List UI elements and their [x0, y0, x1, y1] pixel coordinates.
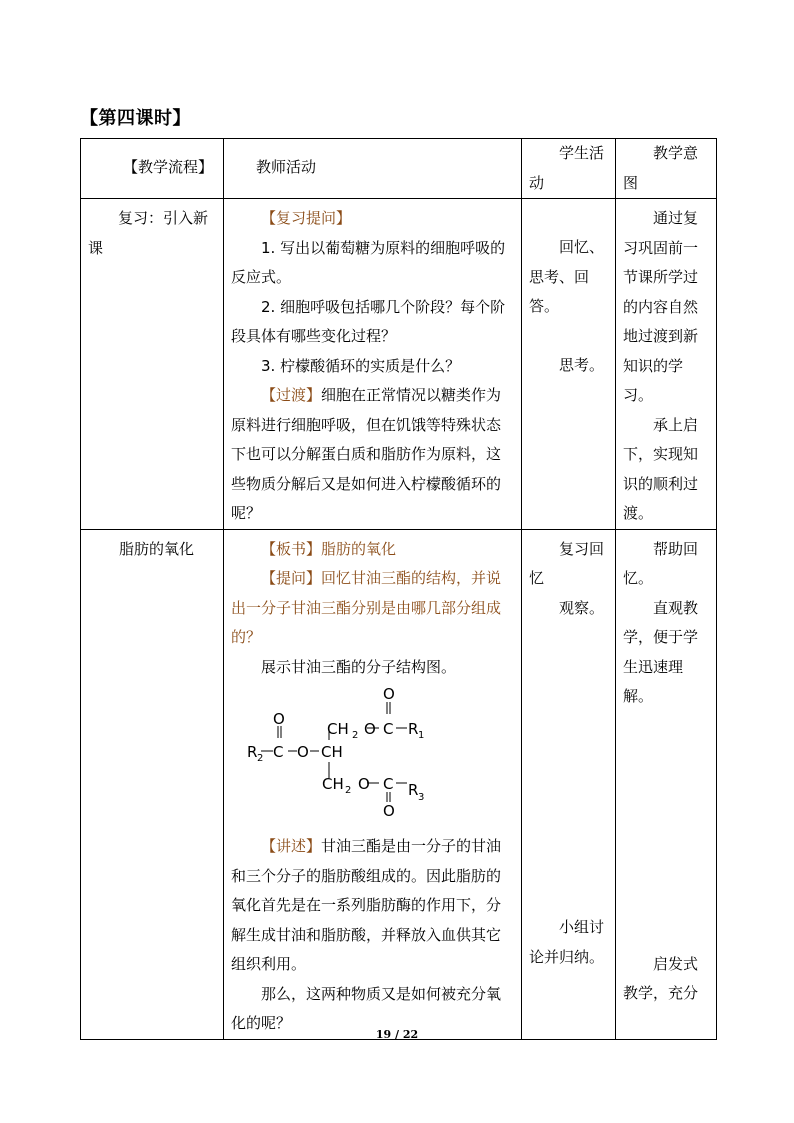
svg-text:1: 1	[418, 730, 425, 741]
formula-o-top: O	[383, 685, 395, 703]
review-question-1: 1. 写出以葡萄糖为原料的细胞呼吸的反应式。	[231, 238, 506, 286]
formula-o-link-2: O	[297, 743, 309, 761]
row2-flow: 脂肪的氧化	[81, 529, 224, 1039]
row1-student	[522, 199, 616, 530]
student-activity-answer: 回忆、思考、回答。	[529, 238, 605, 315]
svg-text:3: 3	[418, 792, 425, 803]
intent-visual: 直观教学，便于学生迅速理解。	[623, 598, 699, 705]
question-paragraph: 那么，这两种物质又是如何被充分氧化的呢？	[231, 984, 502, 1032]
row2-teacher	[224, 529, 522, 1039]
formula-o-link-3: O	[358, 775, 370, 793]
row2-student	[522, 529, 616, 1039]
formula-ch: CH	[321, 743, 343, 761]
show-structure-text: 展示甘油三酯的分子结构图。	[261, 657, 457, 676]
table-row	[81, 199, 717, 530]
ask-paragraph: 【提问】回忆甘油三酯的结构，并说出一分子甘油三酯分别是由哪几部分组成的？	[231, 569, 502, 646]
svg-text:2: 2	[352, 730, 359, 741]
lecture-paragraph: 【讲述】甘油三酯是由一分子的甘油和三个分子的脂肪酸组成的。因此脂肪的氧化首先是在一系列脂肪酶的作用下，分解生成甘油和脂肪酸，并释放入血供其它组织利用。	[231, 837, 502, 973]
triglyceride-structure-svg	[235, 682, 515, 832]
formula-c-top: C	[383, 720, 394, 738]
table-row	[81, 529, 717, 1039]
formula-o-left: O	[273, 710, 285, 728]
formula-r2: R	[247, 743, 258, 761]
formula-o-bottom: O	[383, 802, 395, 820]
row1-teacher	[224, 199, 522, 530]
student-activity-observe: 观察。	[559, 598, 605, 617]
review-tag: 【复习提问】	[261, 209, 352, 227]
formula-c-left: C	[273, 743, 284, 761]
student-activity-think: 思考。	[559, 355, 605, 374]
page-title: 【第四课时】	[80, 108, 191, 129]
formula-r1: R	[408, 720, 419, 738]
table-header-row	[81, 139, 717, 199]
svg-text:2: 2	[257, 753, 264, 764]
row2-intent	[616, 529, 717, 1039]
row1-flow: 复习：引入新课	[81, 199, 224, 530]
review-question-2: 2. 细胞呼吸包括哪几个阶段？每个阶段具体有哪些变化过程？	[231, 297, 506, 345]
formula-ch2-top: CH	[327, 720, 349, 738]
page-number: 19 / 22	[375, 1028, 419, 1041]
triglyceride-structure-diagram	[235, 682, 515, 832]
header-student: 学生活动	[522, 139, 616, 199]
intent-recall: 帮助回忆。	[623, 539, 699, 587]
student-activity-recall: 复习回忆	[529, 539, 605, 587]
board-paragraph: 【板书】脂肪的氧化	[261, 539, 397, 558]
intent-transition: 承上启下，实现知识的顺利过渡。	[623, 415, 699, 522]
formula-c-bottom: C	[383, 775, 394, 793]
lesson-table	[80, 138, 717, 1040]
formula-o-link-1: O	[364, 720, 376, 738]
header-flow: 【教学流程】	[81, 139, 224, 199]
intent-review: 通过复习巩固前一节课所学过的内容自然地过渡到新知识的学习。	[623, 209, 699, 404]
transition-paragraph: 【过渡】细胞在正常情况以糖类作为原料进行细胞呼吸，但在饥饿等特殊状态下也可以分解蛋白质和脂肪作为原料，这些物质分解后又是如何进入柠檬酸循环的呢？	[231, 386, 502, 522]
header-teacher: 教师活动	[224, 139, 522, 199]
row1-intent	[616, 199, 717, 530]
student-activity-discuss: 小组讨论并归纳。	[529, 918, 605, 966]
formula-r3: R	[408, 781, 419, 799]
intent-heuristic: 启发式教学，充分	[623, 954, 699, 1002]
formula-ch2-bottom: CH	[322, 775, 344, 793]
review-question-3: 3. 柠檬酸循环的实质是什么？	[261, 356, 461, 375]
svg-text:2: 2	[345, 785, 352, 796]
header-intent: 教学意图	[616, 139, 717, 199]
